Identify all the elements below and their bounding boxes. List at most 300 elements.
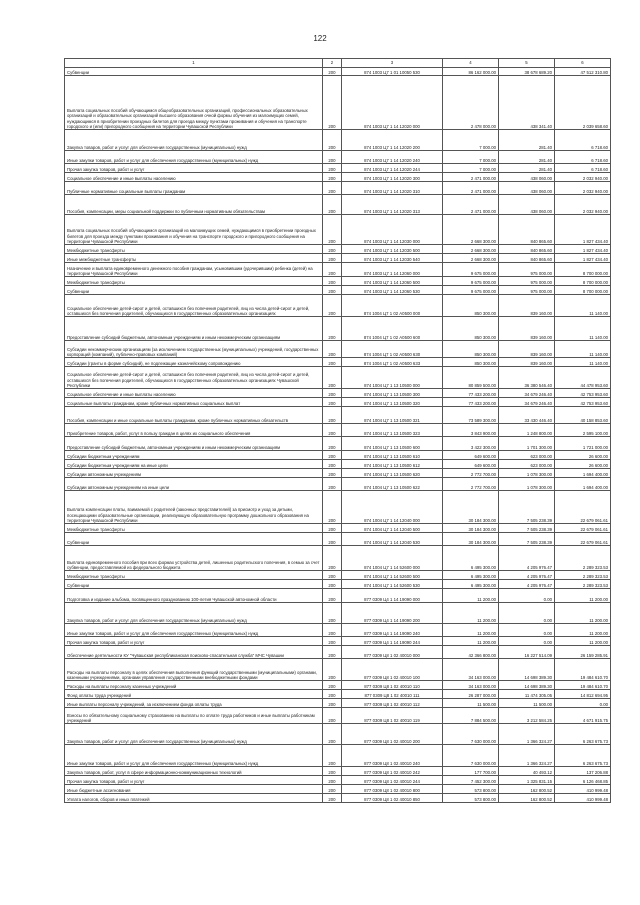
table-row [65,451,611,460]
row-cell: 2 668 300.00 [443,245,499,254]
row-cell: 6 495 300.00 [443,580,499,589]
row-cell: 200 [323,637,342,646]
row-cell: 200 [323,367,342,389]
row-cell: 7 000.00 [443,164,499,173]
row-cell: 26 287 000.00 [443,690,499,699]
row-cell: 874 1004 Ц7 1 13 10500 300 [342,389,443,398]
row-label: Пособия, компенсации и иные социальные выплаты гражданам, кроме публичных нормативных обязательств [65,407,323,424]
row-cell: 874 1003 Ц7 1 14 12030 540 [342,254,443,263]
row-cell: 2 032 940.00 [555,173,611,182]
row-cell: 200 [323,263,342,277]
row-cell: 7 000.00 [443,151,499,164]
row-cell: 200 [323,245,342,254]
row-cell: 839 160.00 [499,295,555,317]
row-cell: 200 [323,389,342,398]
row-cell: 839 160.00 [499,317,555,341]
row-cell: 77 433 200.00 [443,389,499,398]
row-cell: 200 [323,745,342,767]
row-label: Закупка товаров, работ, услуг в сфере информационно-коммуникационных технологий [65,767,323,776]
row-cell: 0.00 [499,589,555,603]
row-cell: 40 158 853.60 [555,407,611,424]
row-cell: 34 163 000.00 [443,659,499,681]
row-cell: 11 500.00 [443,699,499,708]
row-cell: 877 0309 Ц8 1 02 40010 242 [342,767,443,776]
row-cell: 877 0309 Ц8 1 02 40010 000 [342,646,443,659]
row-cell: 177 700.00 [443,767,499,776]
row-cell: 42 753 953.60 [555,398,611,407]
row-cell: 2 471 000.00 [443,182,499,195]
row-cell: 1 366 324.27 [499,724,555,745]
row-label: Публичные нормативные социальные выплаты гражданам [65,182,323,195]
row-cell: 573 800.00 [443,794,499,803]
row-cell: 877 0309 Ц4 1 14 19090 244 [342,637,443,646]
row-cell: 7 630 000.00 [443,724,499,745]
table-row [65,173,611,182]
row-cell: 73 589 300.00 [443,407,499,424]
row-cell: 840 865.60 [499,215,555,245]
row-label: Подготовка и издание альбома, посвященного празднованию 100-летия Чувашской автономной области [65,589,323,603]
row-cell: 874 1004 Ц7 1 13 10500 620 [342,469,443,478]
table-row [65,637,611,646]
row-cell: 200 [323,681,342,690]
table-row [65,277,611,286]
row-cell: 3 212 584.25 [499,708,555,724]
row-cell: 11 474 305.05 [499,690,555,699]
row-cell: 19 484 610.70 [555,659,611,681]
row-cell: 22 679 061.61 [555,524,611,533]
row-cell: 200 [323,358,342,367]
table-row [65,533,611,546]
table-row [65,785,611,794]
row-cell: 11 200.00 [443,637,499,646]
row-cell: 877 0309 Ц8 1 02 40010 800 [342,785,443,794]
row-cell: 281.40 [499,130,555,151]
row-cell: 7 505 238.39 [499,491,555,524]
table-row [65,469,611,478]
table-row [65,724,611,745]
row-cell: 200 [323,451,342,460]
row-cell: 877 0309 Ц4 1 14 19090 240 [342,624,443,637]
row-cell: 200 [323,317,342,341]
row-cell: 874 1004 Ц7 1 13 10500 321 [342,407,443,424]
row-cell: 38 678 689.20 [499,68,555,76]
row-label: Выплата социальных пособий обучающимся организаций из малоимущих семей, нуждающимся в приобретении проездных билетов для проезда между пунктами проживания и обучения на транспорте городского и пригородного сообщения на территории Чувашской Республики [65,215,323,245]
row-cell: 200 [323,460,342,469]
row-cell: 2 032 940.00 [555,195,611,215]
row-cell: 877 0309 Ц8 1 02 40010 850 [342,794,443,803]
row-cell: 11 200.00 [443,624,499,637]
row-label: Межбюджетные трансферты [65,524,323,533]
row-cell: 14 698 389.30 [499,659,555,681]
table-row [65,151,611,164]
row-cell: 438 060.00 [499,182,555,195]
table-row [65,286,611,295]
row-cell: 3 422 300.00 [443,437,499,451]
row-cell: 1 366 324.27 [499,745,555,767]
row-cell: 2 668 300.00 [443,215,499,245]
row-cell: 14 698 389.30 [499,681,555,690]
table-row [65,745,611,767]
row-label: Обеспечение деятельности КУ "Чувашская республиканская поисково-спасательная служба" МЧС Чувашии [65,646,323,659]
row-cell: 11 500.00 [499,699,555,708]
row-cell: 200 [323,424,342,437]
table-row [65,367,611,389]
row-cell: 623 000.00 [499,451,555,460]
row-cell: 47 512 310.80 [555,68,611,76]
table-row [65,659,611,681]
row-cell: 137 206.88 [555,767,611,776]
row-label: Социальное обеспечение и иные выплаты населению [65,173,323,182]
row-label: Субсидии бюджетным учреждениям [65,451,323,460]
row-cell: 200 [323,767,342,776]
row-cell: 86 162 000.00 [443,68,499,76]
table-row [65,68,611,76]
row-cell: 8 700 000.00 [555,286,611,295]
row-cell: 36 380 546.40 [499,367,555,389]
row-cell: 850 300.00 [443,317,499,341]
row-label: Пособия, компенсации, меры социальной поддержки по публичным нормативным обязательствам [65,195,323,215]
row-cell: 6 126 468.85 [555,776,611,785]
row-cell: 975 000.00 [499,263,555,277]
row-cell: 200 [323,785,342,794]
row-label: Выплата компенсации платы, взимаемой с родителей (законных представителей) за присмотр и уход за детьми, посещающими образовательные организации, реализующую образовательную программу дошкольного образования на территории Чувашской Республики [65,491,323,524]
table-row [65,407,611,424]
row-cell: 1 694 400.00 [555,478,611,491]
row-cell: 874 1003 Ц7 1 14 12020 000 [342,76,443,130]
row-cell: 840 865.60 [499,254,555,263]
header-cell: 5 [499,59,555,68]
row-label: Иные межбюджетные трансферты [65,254,323,263]
row-cell: 874 1003 Ц7 1 14 12020 310 [342,182,443,195]
table-header-row [65,59,611,68]
row-cell: 1 078 300.00 [499,469,555,478]
row-cell: 0.00 [499,603,555,624]
row-cell: 200 [323,469,342,478]
row-cell: 30 184 300.00 [443,533,499,546]
row-cell: 200 [323,699,342,708]
row-cell: 874 1004 Ц7 1 13 10500 323 [342,424,443,437]
row-cell: 42 366 800.00 [443,646,499,659]
row-cell: 40 493.12 [499,767,555,776]
row-cell: 34 679 246.40 [499,389,555,398]
row-cell: 874 1003 Ц7 1 14 12030 000 [342,215,443,245]
row-cell: 850 300.00 [443,295,499,317]
row-cell: 22 679 061.61 [555,533,611,546]
row-label: Выплата единовременного пособия при всех формах устройства детей, лишенных родительского попечения, в семью за счет субвенции, предоставляемой из федерального бюджета [65,546,323,571]
row-cell: 11 200.00 [555,624,611,637]
row-label: Прочая закупка товаров, работ и услуг [65,164,323,173]
row-cell: 11 200.00 [443,603,499,624]
row-cell: 975 000.00 [499,286,555,295]
row-cell: 77 433 200.00 [443,398,499,407]
table-row [65,195,611,215]
row-cell: 6 263 675.73 [555,724,611,745]
row-cell: 3 843 900.00 [443,424,499,437]
table-row [65,681,611,690]
table-row [65,398,611,407]
row-cell: 874 1004 Ц7 1 14 52600 530 [342,580,443,589]
row-cell: 44 478 953.60 [555,367,611,389]
row-cell: 874 1004 Ц7 1 02 А0500 630 [342,341,443,358]
row-cell: 200 [323,341,342,358]
row-cell: 649 600.00 [443,451,499,460]
row-cell: 200 [323,286,342,295]
row-cell: 162 800.52 [499,785,555,794]
row-cell: 30 184 300.00 [443,491,499,524]
row-cell: 162 800.52 [499,794,555,803]
row-cell: 874 1004 Ц7 1 13 10500 600 [342,437,443,451]
row-label: Закупка товаров, работ и услуг для обеспечения государственных (муниципальных) нужд [65,130,323,151]
row-cell: 839 160.00 [499,358,555,367]
row-cell: 877 0309 Ц8 1 02 40010 244 [342,776,443,785]
row-label: Выплата социальных пособий обучающимся общеобразовательных организаций, профессиональных образовательных организаций и образовательных организаций высшего образования очной формы обучения из малоимущих семей, нуждающимся в приобретении проездных билетов для проезда между пунктами проживания и обучения на транспорте городского и (или) пригородного сообщения на территории Чувашской Республики [65,76,323,130]
row-label: Приобретение товаров, работ, услуг в пользу граждан в целях их социального обеспечения [65,424,323,437]
row-cell: 14 812 694.95 [555,690,611,699]
row-cell: 2 772 700.00 [443,469,499,478]
row-cell: 2 289 323.53 [555,580,611,589]
row-cell: 200 [323,546,342,571]
row-cell: 1 325 831.15 [499,776,555,785]
row-label: Субсидии некоммерческим организациям (за исключением государственных (муниципальных) учреждений, государственных корпораций (компаний), публично-правовых компаний) [65,341,323,358]
row-cell: 200 [323,646,342,659]
row-cell: 19 484 610.70 [555,681,611,690]
table-row [65,478,611,491]
header-cell: 6 [555,59,611,68]
row-cell: 877 0309 Ц8 1 02 40010 111 [342,690,443,699]
table-row [65,215,611,245]
row-cell: 7 452 300.00 [443,776,499,785]
row-label: Назначение и выплата единовременного денежного пособия гражданам, усыновившим (удочерившим) ребенка (детей) на территории Чувашской Республики [65,263,323,277]
row-cell: 200 [323,295,342,317]
row-cell: 410 999.48 [555,785,611,794]
row-cell: 874 1004 Ц7 1 02 А0500 633 [342,358,443,367]
row-cell: 975 000.00 [499,277,555,286]
row-label: Закупка товаров, работ и услуг для обеспечения государственных (муниципальных) нужд [65,603,323,624]
table-row [65,603,611,624]
table-row [65,341,611,358]
row-label: Иные закупки товаров, работ и услуг для обеспечения государственных (муниципальных) нужд [65,151,323,164]
row-cell: 1 248 800.00 [499,424,555,437]
row-label: Субвенции [65,68,323,76]
row-cell: 9 675 000.00 [443,263,499,277]
row-cell: 42 753 953.60 [555,389,611,398]
row-cell: 6 718.60 [555,151,611,164]
header-cell: 1 [65,59,323,68]
row-cell: 200 [323,407,342,424]
row-cell: 9 675 000.00 [443,286,499,295]
header-cell: 3 [342,59,443,68]
row-cell: 8 700 000.00 [555,277,611,286]
row-cell: 1 701 300.00 [499,437,555,451]
row-cell: 438 341.40 [499,76,555,130]
header-cell: 2 [323,59,342,68]
row-cell: 6 495 300.00 [443,546,499,571]
row-cell: 200 [323,533,342,546]
row-cell: 877 0309 Ц4 1 14 19090 000 [342,589,443,603]
row-cell: 410 999.48 [555,794,611,803]
row-cell: 11 140.00 [555,358,611,367]
row-cell: 874 1004 Ц7 1 02 А0500 600 [342,317,443,341]
row-label: Социальные выплаты гражданам, кроме публичных нормативных социальных выплат [65,398,323,407]
table-row [65,460,611,469]
row-cell: 200 [323,794,342,803]
row-cell: 4 205 976.47 [499,571,555,580]
table-row [65,624,611,637]
row-cell: 2 032 940.00 [555,182,611,195]
row-cell: 16 227 514.09 [499,646,555,659]
row-cell: 200 [323,724,342,745]
row-label: Иные бюджетные ассигнования [65,785,323,794]
row-cell: 26 600.00 [555,460,611,469]
row-label: Иные закупки товаров, работ и услуг для обеспечения государственных (муниципальных) нужд [65,745,323,767]
table-row [65,254,611,263]
table-row [65,708,611,724]
row-label: Субвенции [65,533,323,546]
row-cell: 850 300.00 [443,341,499,358]
row-cell: 874 1004 Ц7 1 13 10500 610 [342,451,443,460]
row-cell: 874 1004 Ц7 1 13 10500 622 [342,478,443,491]
row-cell: 11 200.00 [555,603,611,624]
row-cell: 438 060.00 [499,173,555,182]
row-label: Социальное обеспечение детей-сирот и детей, оставшихся без попечения родителей, лиц из числа детей-сирот и детей, оставшихся без попечения родителей, обучающихся в государственных образовательных организациях Чувашской Республики [65,367,323,389]
table-row [65,524,611,533]
row-cell: 11 200.00 [555,637,611,646]
row-cell: 438 060.00 [499,195,555,215]
row-cell: 11 140.00 [555,341,611,358]
table-row [65,767,611,776]
row-cell: 200 [323,182,342,195]
row-cell: 877 0309 Ц8 1 02 40010 240 [342,745,443,767]
row-cell: 1 827 434.40 [555,245,611,254]
row-cell: 22 679 061.61 [555,491,611,524]
row-cell: 4 205 976.47 [499,546,555,571]
row-cell: 200 [323,437,342,451]
row-cell: 0.00 [499,637,555,646]
row-cell: 6 718.60 [555,164,611,173]
row-cell: 200 [323,580,342,589]
row-cell: 7 505 238.39 [499,524,555,533]
row-cell: 7 884 500.00 [443,708,499,724]
row-cell: 2 289 323.53 [555,571,611,580]
row-label: Межбюджетные трансферты [65,277,323,286]
row-label: Субсидии автономным учреждениям на иные цели [65,478,323,491]
row-cell: 874 1003 Ц7 1 14 12020 240 [342,151,443,164]
row-label: Социальное обеспечение детей-сирот и детей, оставшихся без попечения родителей, лиц из числа детей-сирот и детей, оставшихся без попечения родителей, обучающихся в государственных образовательных организациях [65,295,323,317]
row-cell: 200 [323,571,342,580]
table-row [65,546,611,571]
row-cell: 1 721 000.00 [555,437,611,451]
row-cell: 11 200.00 [443,589,499,603]
row-label: Уплата налогов, сборов и иных платежей [65,794,323,803]
table-row [65,424,611,437]
row-cell: 26 159 285.91 [555,646,611,659]
row-cell: 9 675 000.00 [443,277,499,286]
table-row [65,589,611,603]
row-label: Предоставление субсидий бюджетным, автономным учреждениям и иным некоммерческим организациям [65,437,323,451]
row-cell: 877 0309 Ц8 1 02 40010 110 [342,681,443,690]
row-cell: 4 671 915.75 [555,708,611,724]
row-label: Социальное обеспечение и иные выплаты населению [65,389,323,398]
row-cell: 874 1004 Ц7 1 14 12040 000 [342,491,443,524]
row-cell: 2 772 700.00 [443,478,499,491]
row-cell: 2 595 100.00 [555,424,611,437]
row-cell: 7 630 000.00 [443,745,499,767]
table-row [65,794,611,803]
row-cell: 6 263 675.73 [555,745,611,767]
row-cell: 200 [323,708,342,724]
row-cell: 874 1003 Ц7 1 01 10050 530 [342,68,443,76]
row-cell: 874 1003 Ц7 1 14 12020 244 [342,164,443,173]
row-cell: 573 800.00 [443,785,499,794]
table-row [65,76,611,130]
row-cell: 874 1004 Ц7 1 13 10500 000 [342,367,443,389]
row-cell: 1 078 300.00 [499,478,555,491]
row-cell: 877 0309 Ц8 1 02 40010 119 [342,708,443,724]
row-cell: 0.00 [499,624,555,637]
row-label: Субсидии автономным учреждениям [65,469,323,478]
row-cell: 1 694 400.00 [555,469,611,478]
row-cell: 877 0309 Ц8 1 02 40010 112 [342,699,443,708]
row-cell: 200 [323,624,342,637]
table-row [65,130,611,151]
row-cell: 200 [323,254,342,263]
row-label: Субсидии бюджетным учреждениям на иные цели [65,460,323,469]
row-cell: 874 1004 Ц7 1 13 10500 612 [342,460,443,469]
table-row [65,571,611,580]
row-cell: 200 [323,68,342,76]
row-cell: 200 [323,195,342,215]
row-cell: 200 [323,603,342,624]
row-cell: 874 1004 Ц7 1 02 А0500 000 [342,295,443,317]
table-row [65,263,611,277]
row-cell: 80 859 500.00 [443,367,499,389]
row-cell: 2 039 658.60 [555,76,611,130]
row-cell: 874 1003 Ц7 1 14 12060 000 [342,263,443,277]
row-label: Фонд оплаты труда учреждений [65,690,323,699]
page-number: 122 [313,34,327,43]
row-cell: 200 [323,173,342,182]
row-label: Взносы по обязательному социальному страхованию на выплаты по оплате труда работников и иные выплаты работникам учреждений [65,708,323,724]
table-row [65,699,611,708]
table-row [65,317,611,341]
row-cell: 874 1003 Ц7 1 14 12060 530 [342,286,443,295]
row-cell: 200 [323,776,342,785]
row-cell: 200 [323,398,342,407]
row-cell: 877 0309 Ц8 1 02 40010 100 [342,659,443,681]
table-row [65,437,611,451]
row-cell: 840 865.60 [499,245,555,254]
row-cell: 1 827 434.40 [555,254,611,263]
row-label: Межбюджетные трансферты [65,571,323,580]
row-label: Субсидии (гранты в форме субсидий), не подлежащие казначейскому сопровождению [65,358,323,367]
row-label: Иные выплаты персоналу учреждений, за исключением фонда оплаты труда [65,699,323,708]
row-cell: 4 205 976.47 [499,580,555,589]
row-cell: 200 [323,491,342,524]
row-cell: 11 140.00 [555,295,611,317]
row-cell: 874 1004 Ц7 1 14 52600 000 [342,546,443,571]
row-cell: 6 495 300.00 [443,571,499,580]
row-cell: 874 1003 Ц7 1 14 12020 300 [342,173,443,182]
table-row [65,580,611,589]
row-cell: 874 1003 Ц7 1 14 12020 313 [342,195,443,215]
row-cell: 26 600.00 [555,451,611,460]
row-cell: 200 [323,130,342,151]
row-cell: 6 718.60 [555,130,611,151]
row-cell: 11 140.00 [555,317,611,341]
row-label: Прочая закупка товаров, работ и услуг [65,776,323,785]
row-cell: 200 [323,524,342,533]
row-cell: 0.00 [555,699,611,708]
